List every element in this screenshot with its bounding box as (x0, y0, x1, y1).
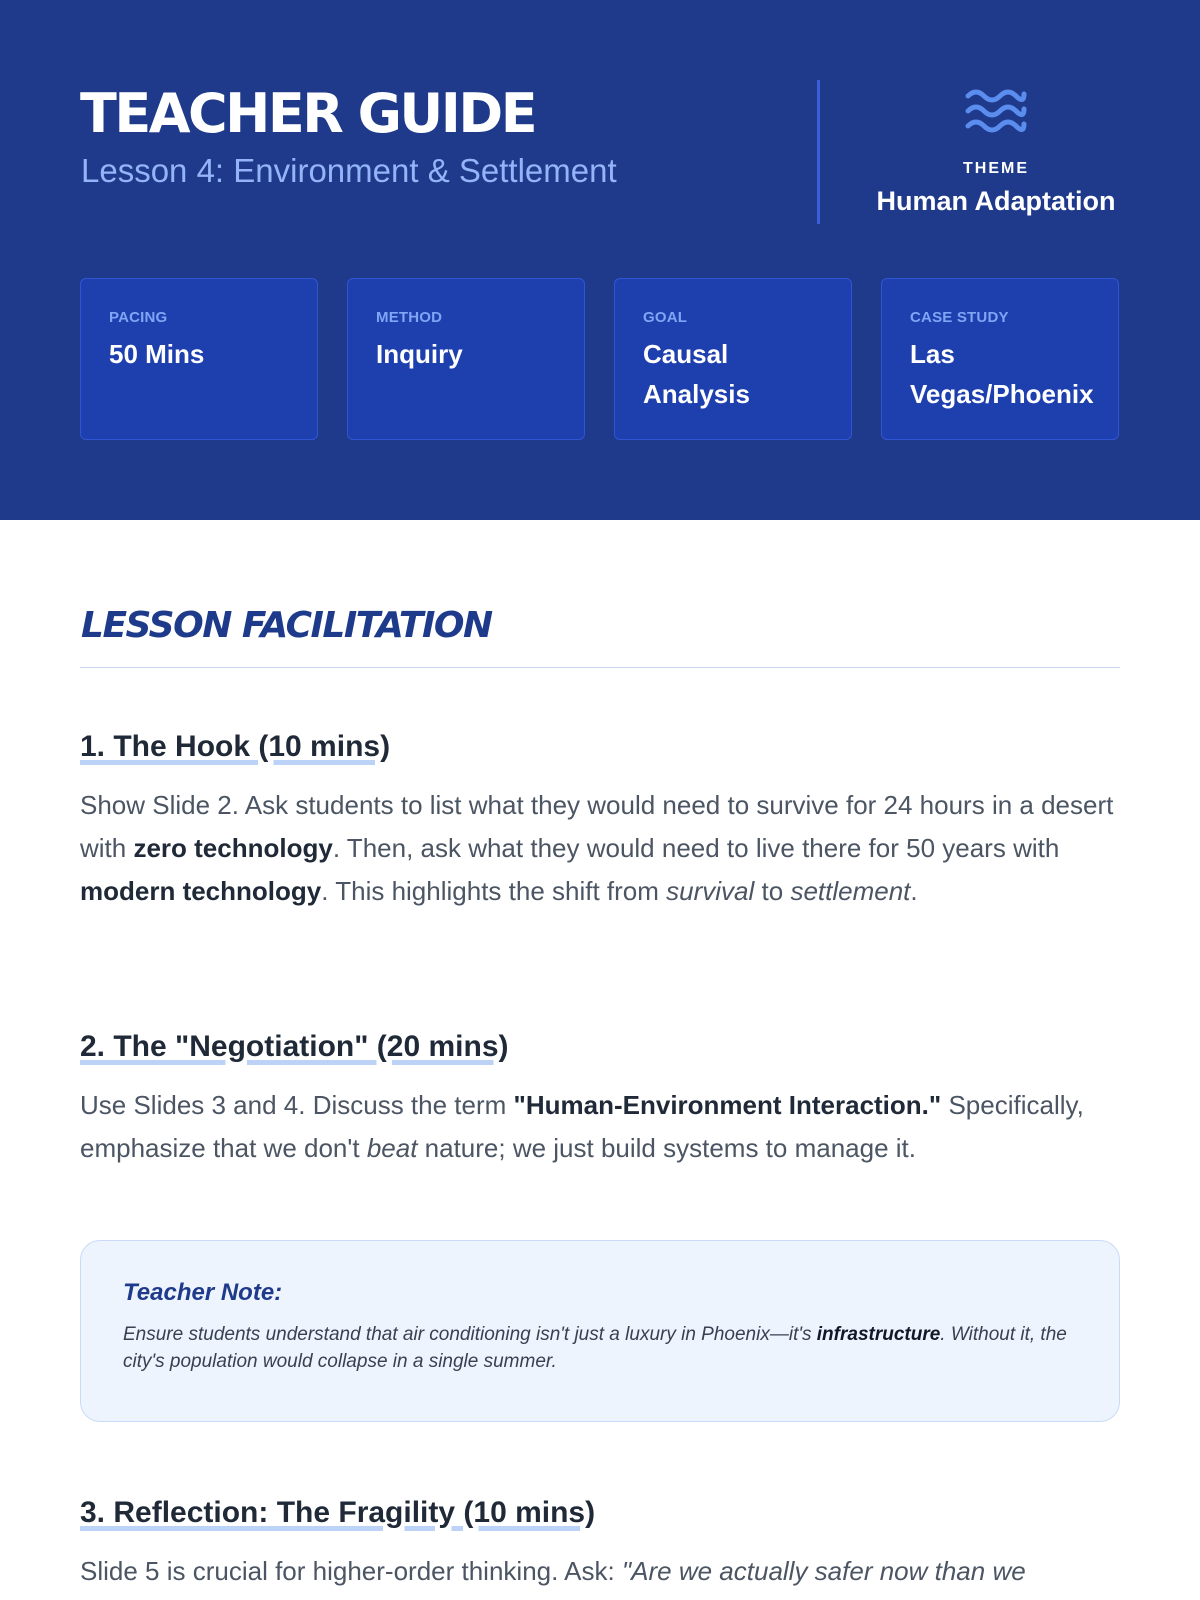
header-banner (0, 0, 1200, 520)
stat-value: Causal Analysis (643, 339, 750, 409)
page-title: TEACHER GUIDE (80, 82, 536, 145)
waves-icon (860, 86, 1132, 136)
stat-label: PACING (109, 309, 168, 326)
theme-box (860, 86, 1132, 217)
section-heading: LESSON FACILITATION (81, 605, 492, 646)
section-divider (80, 667, 1120, 668)
step-2-body: Use Slides 3 and 4. Discuss the term "Human-Environment Interaction." Specifically, emphasize that we don't beat nature; we just build systems to manage it. (80, 1090, 1084, 1163)
step-2-title: 2. The "Negotiation" (20 mins) (80, 1030, 509, 1063)
theme-value: Human Adaptation (876, 186, 1116, 216)
lesson-subtitle: Lesson 4: Environment & Settlement (81, 152, 617, 189)
stat-value: Inquiry (376, 339, 463, 369)
stat-label: METHOD (376, 309, 443, 326)
teacher-note-callout (80, 1240, 1120, 1422)
stat-card-pacing (80, 278, 318, 440)
stat-card-case-study (881, 278, 1119, 440)
step-3-body: Slide 5 is crucial for higher-order thinking. Ask: "Are we actually safer now than we (80, 1556, 1026, 1586)
step-1-body: Show Slide 2. Ask students to list what they would need to survive for 24 hours in a desert with zero technology. Then, ask what they would need to live there for 50 years with modern technology. This highlights the shift from survival to settlement. (80, 790, 1114, 906)
stat-value: Las Vegas/Phoenix (910, 339, 1094, 409)
step-1-title: 1. The Hook (10 mins) (80, 730, 391, 763)
teacher-note-text: Ensure students understand that air conditioning isn't just a luxury in Phoenix—it's infrastructure. Without it, the city's population would collapse in a single summer. (123, 1324, 1067, 1372)
theme-label: THEME (963, 160, 1029, 177)
header-divider (817, 80, 820, 224)
stat-card-goal (614, 278, 852, 440)
stat-label: CASE STUDY (910, 309, 1009, 326)
stat-value: 50 Mins (109, 339, 205, 369)
step-3-title: 3. Reflection: The Fragility (10 mins) (80, 1496, 596, 1529)
stat-card-method (347, 278, 585, 440)
teacher-note-title: Teacher Note: (123, 1279, 283, 1306)
stat-label: GOAL (643, 309, 688, 326)
